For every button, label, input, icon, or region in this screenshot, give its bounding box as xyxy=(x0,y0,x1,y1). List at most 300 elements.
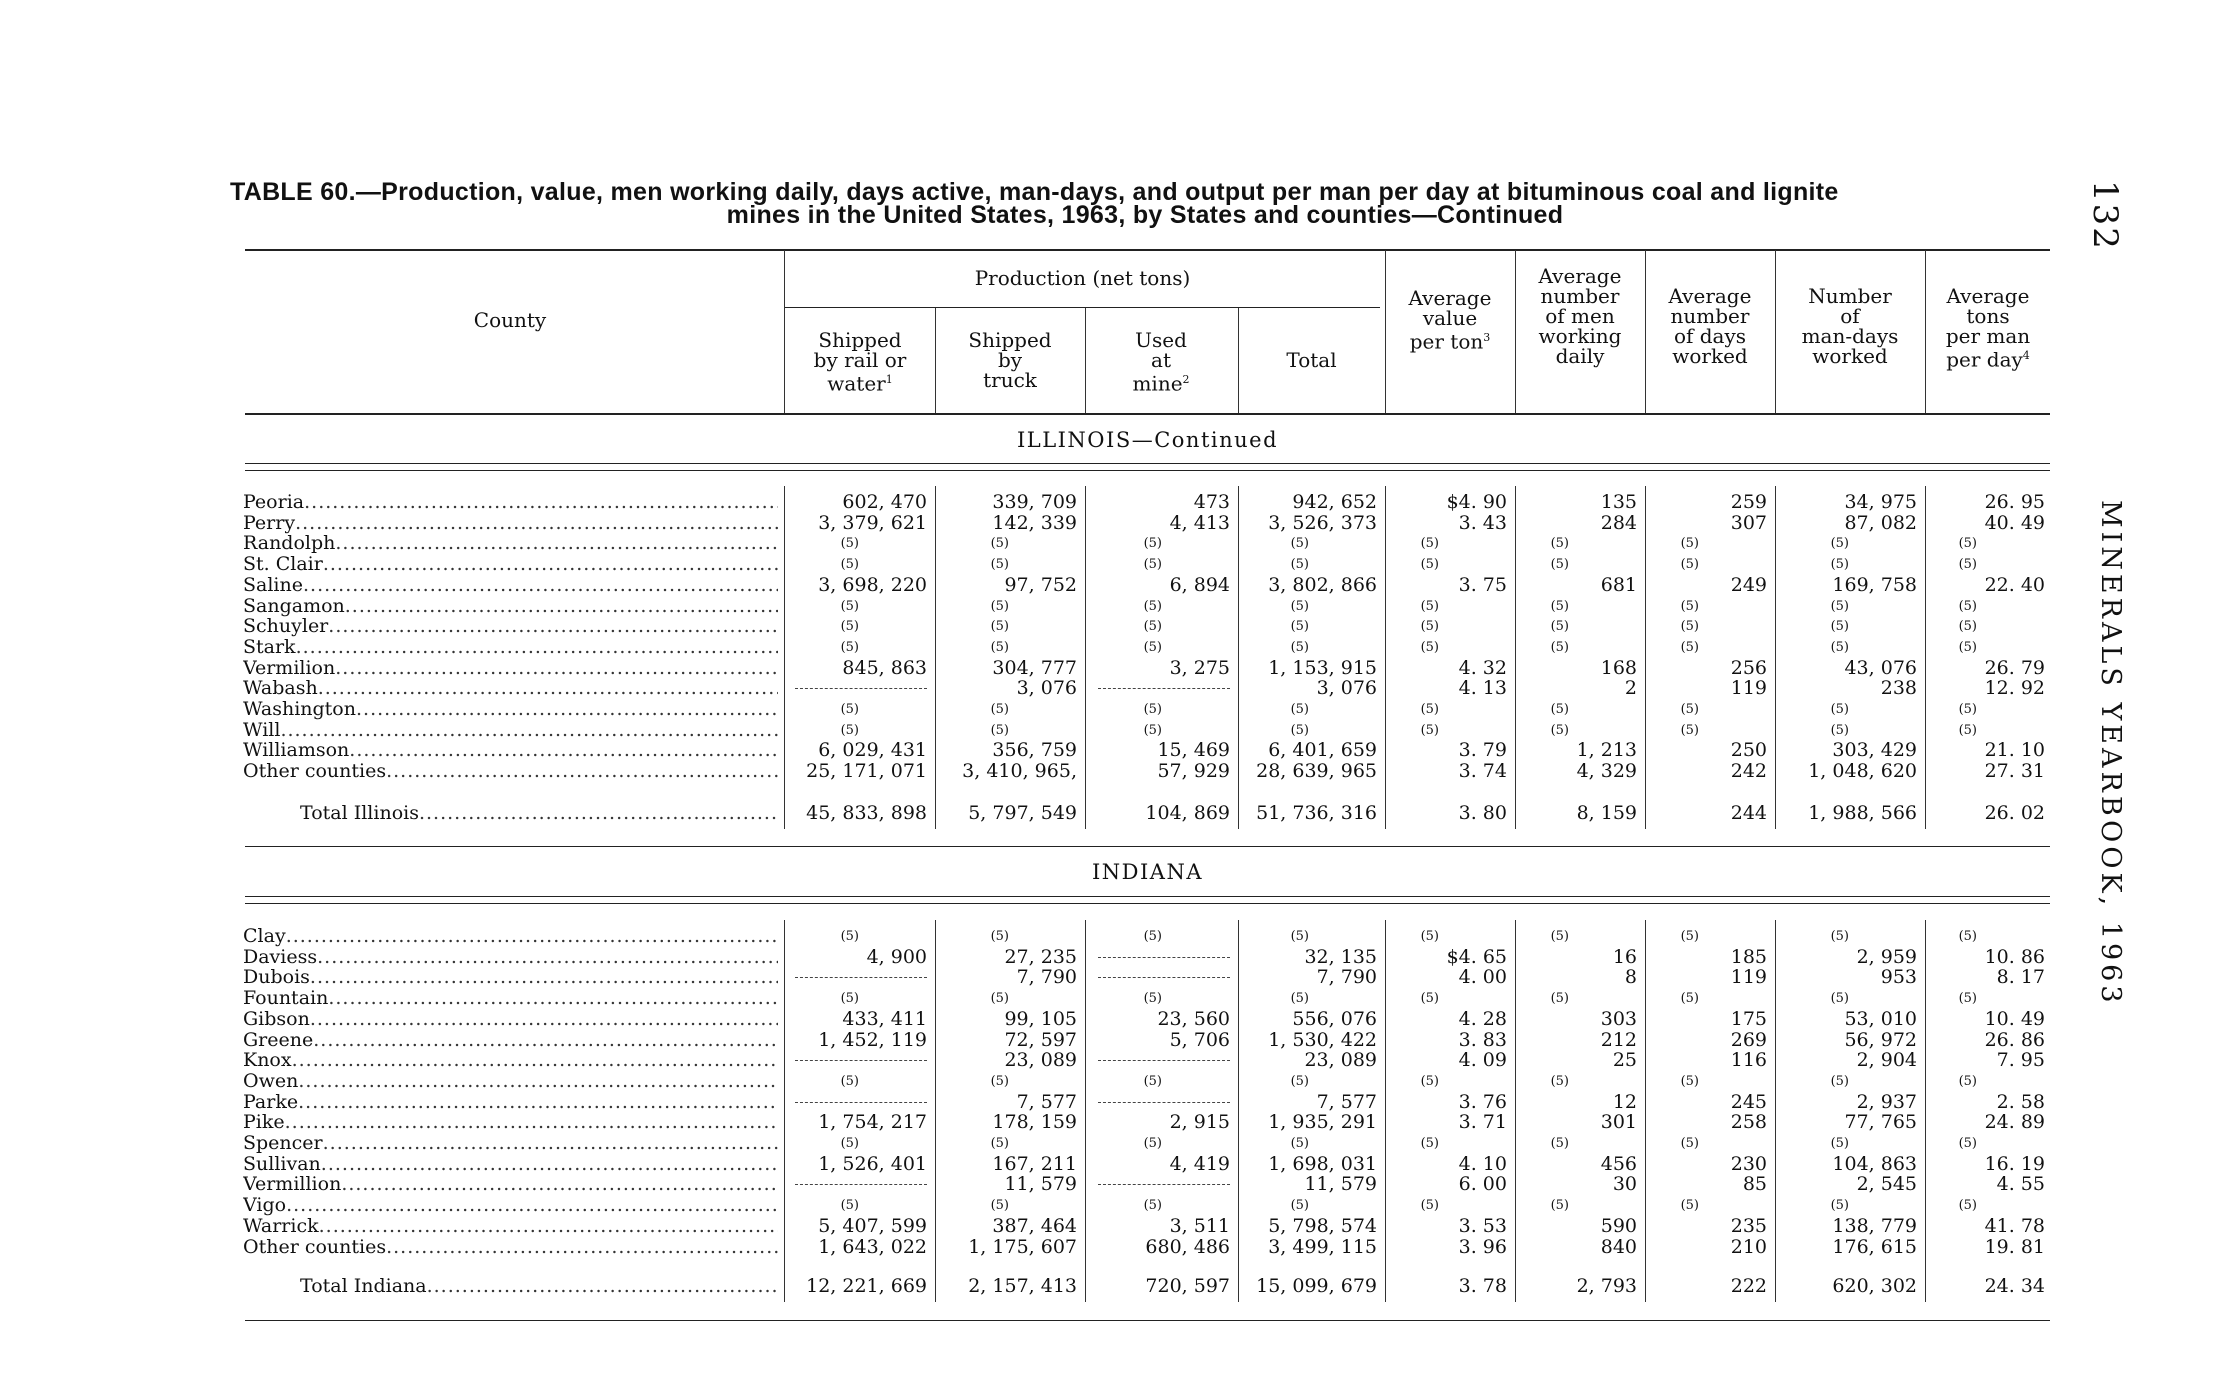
value-cell: (5) xyxy=(1420,598,1439,614)
tons-cell: (5) xyxy=(1958,1073,1977,1089)
total-cell: 11, 579 xyxy=(1304,1173,1377,1196)
tons-cell: (5) xyxy=(1958,1198,1977,1214)
mine-cell: (5) xyxy=(1143,929,1162,944)
county-name: Williamson ..... xyxy=(243,740,778,761)
county-name: Peoria ..... xyxy=(243,492,778,513)
county-name: Saline ..... xyxy=(243,575,778,596)
total-row xyxy=(0,1276,2232,1297)
men-cell: 2, 793 xyxy=(1576,1275,1637,1297)
tons-cell: 24. 34 xyxy=(1984,1275,2045,1297)
mandays-cell: 53, 010 xyxy=(1844,1007,1917,1030)
mine-cell: (5) xyxy=(1143,1136,1162,1151)
section-rule xyxy=(245,896,2050,897)
mandays-cell: 87, 082 xyxy=(1844,511,1917,534)
rail-cell: 45, 833, 898 xyxy=(806,802,927,824)
value-cell: 3. 74 xyxy=(1458,760,1507,783)
value-cell: (5) xyxy=(1420,639,1439,655)
truck-cell: (5) xyxy=(990,722,1009,738)
rail-cell: (5) xyxy=(840,619,859,635)
col-header-mandays: Number of man-days worked xyxy=(1801,284,1899,368)
mandays-cell: 303, 429 xyxy=(1832,739,1917,762)
total-cell: (5) xyxy=(1290,536,1309,552)
truck-cell: 97, 752 xyxy=(1004,573,1077,596)
county-name: Will ..... xyxy=(243,720,778,741)
tons-cell: 27. 31 xyxy=(1984,760,2045,783)
county-name: Vigo ..... xyxy=(243,1195,778,1216)
table-row xyxy=(0,678,2232,699)
days-cell: 175 xyxy=(1730,1007,1767,1030)
county-name: Owen ..... xyxy=(243,1071,778,1092)
men-cell: 590 xyxy=(1600,1214,1637,1237)
county-name: Vermillion ..... xyxy=(243,1174,778,1195)
tons-cell: 24. 89 xyxy=(1984,1111,2045,1134)
days-cell: 222 xyxy=(1730,1275,1767,1297)
days-cell: 258 xyxy=(1730,1111,1767,1134)
county-name: Washington ..... xyxy=(243,699,778,720)
men-cell: (5) xyxy=(1550,598,1569,614)
total-cell: 3, 526, 373 xyxy=(1268,511,1377,534)
tons-cell: 26. 79 xyxy=(1984,656,2045,679)
col-header-value xyxy=(1386,288,1514,352)
rail-cell: (5) xyxy=(840,598,859,614)
empty-cell-leader xyxy=(1098,1092,1230,1103)
men-cell: 16 xyxy=(1612,945,1637,968)
total-cell: (5) xyxy=(1290,991,1309,1007)
men-cell: 681 xyxy=(1600,573,1637,596)
mandays-cell: 2, 937 xyxy=(1856,1090,1917,1113)
value-cell: 4. 13 xyxy=(1458,677,1507,700)
truck-cell: 72, 597 xyxy=(1004,1028,1077,1051)
mine-cell: 4, 419 xyxy=(1169,1152,1230,1175)
mandays-cell: (5) xyxy=(1830,991,1849,1007)
mandays-cell: (5) xyxy=(1830,702,1849,717)
table-row xyxy=(0,947,2232,968)
table-row xyxy=(0,492,2232,513)
truck-cell: 7, 790 xyxy=(1016,966,1077,989)
table-title-line2: mines in the United States, 1963, by States and counties—Continued xyxy=(726,201,1564,229)
rail-cell: 5, 407, 599 xyxy=(818,1214,927,1237)
county-name: St. Clair ..... xyxy=(243,554,778,575)
value-cell: (5) xyxy=(1420,1073,1439,1089)
mandays-cell: 238 xyxy=(1880,677,1917,700)
truck-cell: (5) xyxy=(990,1136,1009,1151)
empty-cell-leader xyxy=(1098,678,1230,689)
mandays-cell: (5) xyxy=(1830,619,1849,635)
mine-cell: 680, 486 xyxy=(1145,1235,1230,1258)
county-name: Spencer ..... xyxy=(243,1133,778,1154)
mine-cell: 104, 869 xyxy=(1145,802,1230,824)
table-row xyxy=(0,699,2232,720)
section-rule xyxy=(245,463,2050,464)
days-cell: 119 xyxy=(1730,966,1767,989)
mine-cell: (5) xyxy=(1143,1198,1162,1214)
mandays-cell: (5) xyxy=(1830,639,1849,655)
total-cell: 1, 935, 291 xyxy=(1268,1111,1377,1134)
value-cell: (5) xyxy=(1420,557,1439,573)
men-cell: (5) xyxy=(1550,1198,1569,1214)
top-rule xyxy=(245,249,2050,251)
rail-cell: (5) xyxy=(840,1198,859,1214)
days-cell: (5) xyxy=(1680,536,1699,552)
county-name: Gibson ..... xyxy=(243,1009,778,1030)
table-row xyxy=(0,1195,2232,1216)
mine-cell: 2, 915 xyxy=(1169,1111,1230,1134)
men-cell: 8, 159 xyxy=(1576,802,1637,824)
total-row xyxy=(0,803,2232,824)
value-cell: 4. 10 xyxy=(1458,1152,1507,1175)
men-cell: 212 xyxy=(1600,1028,1637,1051)
tons-cell: (5) xyxy=(1958,557,1977,573)
days-cell: 185 xyxy=(1730,945,1767,968)
truck-cell: (5) xyxy=(990,991,1009,1007)
days-cell: 119 xyxy=(1730,677,1767,700)
men-cell: 456 xyxy=(1600,1152,1637,1175)
mine-cell: 720, 597 xyxy=(1145,1275,1230,1297)
mine-cell: (5) xyxy=(1143,722,1162,738)
table-row xyxy=(0,988,2232,1009)
men-cell: 30 xyxy=(1612,1173,1637,1196)
mine-cell: (5) xyxy=(1143,536,1162,552)
tons-cell: 40. 49 xyxy=(1984,511,2045,534)
days-cell: 210 xyxy=(1730,1235,1767,1258)
men-cell: (5) xyxy=(1550,557,1569,573)
days-cell: (5) xyxy=(1680,598,1699,614)
value-cell: 3. 83 xyxy=(1458,1028,1507,1051)
mandays-cell: 1, 048, 620 xyxy=(1808,760,1917,783)
mandays-cell: (5) xyxy=(1830,598,1849,614)
col-header-mine-text: Used at mine xyxy=(1132,328,1187,396)
footnote-marker: 4 xyxy=(2022,349,2030,362)
truck-cell: (5) xyxy=(990,1073,1009,1089)
truck-cell: 5, 797, 549 xyxy=(968,802,1077,824)
mandays-cell: 104, 863 xyxy=(1832,1152,1917,1175)
mandays-cell: 169, 758 xyxy=(1832,573,1917,596)
total-cell: (5) xyxy=(1290,557,1309,573)
county-name: Sangamon ..... xyxy=(243,596,778,617)
empty-cell-leader xyxy=(795,967,927,978)
mandays-cell: 2, 904 xyxy=(1856,1049,1917,1072)
mandays-cell: (5) xyxy=(1830,722,1849,738)
men-cell: (5) xyxy=(1550,639,1569,655)
total-cell: (5) xyxy=(1290,1073,1309,1089)
table-row xyxy=(0,1071,2232,1092)
table-row xyxy=(0,1092,2232,1113)
total-cell: 556, 076 xyxy=(1292,1007,1377,1030)
county-name: Vermilion ..... xyxy=(243,658,778,679)
truck-cell: 339, 709 xyxy=(992,491,1077,513)
col-header-days: Average number of days worked xyxy=(1668,284,1752,368)
mandays-cell: 620, 302 xyxy=(1832,1275,1917,1297)
tons-cell: (5) xyxy=(1958,598,1977,614)
footnote-marker: 3 xyxy=(1483,331,1491,344)
county-name: Total Indiana ..... xyxy=(300,1276,778,1297)
section-title-indiana: INDIANA xyxy=(1091,860,1203,884)
rail-cell: 845, 863 xyxy=(842,656,927,679)
rail-cell: (5) xyxy=(840,722,859,738)
truck-cell: 178, 159 xyxy=(992,1111,1077,1134)
county-name: Other counties ..... xyxy=(243,761,778,782)
tons-cell: (5) xyxy=(1958,639,1977,655)
mine-cell: 23, 560 xyxy=(1157,1007,1230,1030)
tons-cell: 26. 95 xyxy=(1984,491,2045,513)
value-cell: (5) xyxy=(1420,619,1439,635)
col-header-mine xyxy=(1086,330,1236,394)
truck-cell: 99, 105 xyxy=(1004,1007,1077,1030)
col-header-tons-text: Average tons per man per day xyxy=(1945,284,2031,372)
tons-cell: 41. 78 xyxy=(1984,1214,2045,1237)
table-row xyxy=(0,1050,2232,1071)
days-cell: 259 xyxy=(1730,491,1767,513)
value-cell: (5) xyxy=(1420,991,1439,1007)
tons-cell: (5) xyxy=(1958,702,1977,717)
county-name: Randolph ..... xyxy=(243,533,778,554)
mine-cell: 15, 469 xyxy=(1157,739,1230,762)
empty-cell-leader xyxy=(795,1174,927,1185)
table-row xyxy=(0,1216,2232,1237)
table-row xyxy=(0,616,2232,637)
col-header-tons xyxy=(1926,286,2050,370)
truck-cell: 356, 759 xyxy=(992,739,1077,762)
value-cell: 3. 43 xyxy=(1458,511,1507,534)
value-cell: 6. 00 xyxy=(1458,1173,1507,1196)
total-cell: 7, 790 xyxy=(1316,966,1377,989)
truck-cell: 1, 175, 607 xyxy=(968,1235,1077,1258)
men-cell: 1, 213 xyxy=(1576,739,1637,762)
men-cell: 840 xyxy=(1600,1235,1637,1258)
days-cell: (5) xyxy=(1680,1136,1699,1151)
rail-cell: 1, 754, 217 xyxy=(818,1111,927,1134)
table-row xyxy=(0,554,2232,575)
days-cell: (5) xyxy=(1680,639,1699,655)
mine-cell: 6, 894 xyxy=(1169,573,1230,596)
table-row xyxy=(0,575,2232,596)
empty-cell-leader xyxy=(795,1050,927,1061)
men-cell: 135 xyxy=(1600,491,1637,513)
truck-cell: 387, 464 xyxy=(992,1214,1077,1237)
table-row xyxy=(0,1154,2232,1175)
value-cell: 3. 75 xyxy=(1458,573,1507,596)
mine-cell: 4, 413 xyxy=(1169,511,1230,534)
rail-cell: 602, 470 xyxy=(842,491,927,513)
truck-cell: 304, 777 xyxy=(992,656,1077,679)
table-row xyxy=(0,1112,2232,1133)
total-cell: 23, 089 xyxy=(1304,1049,1377,1072)
empty-cell-leader xyxy=(1098,967,1230,978)
county-name: Parke ..... xyxy=(243,1092,778,1113)
rail-cell: 1, 452, 119 xyxy=(818,1028,927,1051)
mandays-cell: 953 xyxy=(1880,966,1917,989)
mine-cell: (5) xyxy=(1143,557,1162,573)
total-cell: 1, 153, 915 xyxy=(1268,656,1377,679)
total-cell: (5) xyxy=(1290,929,1309,944)
rail-cell: 1, 643, 022 xyxy=(818,1235,927,1258)
days-cell: (5) xyxy=(1680,1198,1699,1214)
tons-cell: 4. 55 xyxy=(1996,1173,2045,1196)
men-cell: (5) xyxy=(1550,619,1569,635)
county-name: Stark ..... xyxy=(243,637,778,658)
mandays-cell: (5) xyxy=(1830,1136,1849,1151)
rail-cell: 4, 900 xyxy=(866,945,927,968)
rail-cell: (5) xyxy=(840,929,859,944)
tons-cell: (5) xyxy=(1958,1136,1977,1151)
value-cell: 3. 78 xyxy=(1458,1275,1507,1297)
tons-cell: 16. 19 xyxy=(1984,1152,2045,1175)
table-row xyxy=(0,658,2232,679)
mandays-cell: 43, 076 xyxy=(1844,656,1917,679)
table-row xyxy=(0,926,2232,947)
days-cell: 250 xyxy=(1730,739,1767,762)
table-row xyxy=(0,533,2232,554)
county-name: Other counties ..... xyxy=(243,1237,778,1258)
total-cell: 3, 499, 115 xyxy=(1268,1235,1377,1258)
county-name: Greene ..... xyxy=(243,1030,778,1051)
men-cell: (5) xyxy=(1550,1073,1569,1089)
footnote-marker: 1 xyxy=(885,373,893,386)
col-header-total: Total xyxy=(1286,348,1337,372)
truck-cell: (5) xyxy=(990,639,1009,655)
men-cell: (5) xyxy=(1550,722,1569,738)
men-cell: 284 xyxy=(1600,511,1637,534)
value-cell: (5) xyxy=(1420,1136,1439,1151)
tons-cell: 26. 86 xyxy=(1984,1028,2045,1051)
days-cell: 245 xyxy=(1730,1090,1767,1113)
value-cell: 4. 32 xyxy=(1458,656,1507,679)
total-cell: 32, 135 xyxy=(1304,945,1377,968)
total-cell: 1, 530, 422 xyxy=(1268,1028,1377,1051)
mine-cell: 5, 706 xyxy=(1169,1028,1230,1051)
mandays-cell: 138, 779 xyxy=(1832,1214,1917,1237)
table-title-line1: TABLE 60.—Production, value, men working daily, days active, man-days, and output per man per day at bituminous coal and lignite xyxy=(230,178,1839,206)
rail-cell: (5) xyxy=(840,1073,859,1089)
header-bottom-rule xyxy=(245,413,2050,415)
value-cell: $4. 90 xyxy=(1446,491,1507,513)
value-cell: (5) xyxy=(1420,1198,1439,1214)
empty-cell-leader xyxy=(795,678,927,689)
table-row xyxy=(0,513,2232,534)
days-cell: 249 xyxy=(1730,573,1767,596)
men-cell: (5) xyxy=(1550,536,1569,552)
mandays-cell: 1, 988, 566 xyxy=(1808,802,1917,824)
rail-cell: 12, 221, 669 xyxy=(806,1275,927,1297)
rail-cell: (5) xyxy=(840,1136,859,1151)
mine-cell: (5) xyxy=(1143,702,1162,717)
mine-cell: 473 xyxy=(1193,491,1230,513)
truck-cell: 167, 211 xyxy=(992,1152,1077,1175)
men-cell: 168 xyxy=(1600,656,1637,679)
men-cell: (5) xyxy=(1550,1136,1569,1151)
truck-cell: 2, 157, 413 xyxy=(968,1275,1077,1297)
table-row xyxy=(0,637,2232,658)
truck-cell: 7, 577 xyxy=(1016,1090,1077,1113)
mandays-cell: (5) xyxy=(1830,1198,1849,1214)
total-cell: (5) xyxy=(1290,639,1309,655)
mandays-cell: (5) xyxy=(1830,557,1849,573)
section-rule xyxy=(245,903,2050,904)
days-cell: 242 xyxy=(1730,760,1767,783)
days-cell: 235 xyxy=(1730,1214,1767,1237)
truck-cell: 3, 076 xyxy=(1016,677,1077,700)
value-cell: (5) xyxy=(1420,929,1439,944)
tons-cell: 12. 92 xyxy=(1984,677,2045,700)
mandays-cell: (5) xyxy=(1830,536,1849,552)
total-cell: 942, 652 xyxy=(1292,491,1377,513)
men-cell: 12 xyxy=(1612,1090,1637,1113)
county-name: Fountain ..... xyxy=(243,988,778,1009)
table-row xyxy=(0,720,2232,741)
men-cell: 8 xyxy=(1624,966,1637,989)
truck-cell: 27, 235 xyxy=(1004,945,1077,968)
value-cell: (5) xyxy=(1420,702,1439,717)
men-cell: 2 xyxy=(1624,677,1637,700)
total-cell: (5) xyxy=(1290,702,1309,717)
empty-cell-leader xyxy=(1098,1050,1230,1061)
value-cell: 4. 00 xyxy=(1458,966,1507,989)
mine-cell: (5) xyxy=(1143,1073,1162,1089)
tons-cell: (5) xyxy=(1958,536,1977,552)
truck-cell: (5) xyxy=(990,929,1009,944)
table-bottom-rule xyxy=(245,1320,2050,1321)
rail-cell: 25, 171, 071 xyxy=(806,760,927,783)
truck-cell: (5) xyxy=(990,598,1009,614)
page-number: 132 xyxy=(2085,180,2125,251)
value-cell: 3. 53 xyxy=(1458,1214,1507,1237)
tons-cell: 8. 17 xyxy=(1996,966,2045,989)
mandays-cell: 77, 765 xyxy=(1844,1111,1917,1134)
men-cell: (5) xyxy=(1550,991,1569,1007)
mandays-cell: 56, 972 xyxy=(1844,1028,1917,1051)
mine-cell: 3, 275 xyxy=(1169,656,1230,679)
section-end-rule xyxy=(245,846,2050,847)
county-name: Sullivan ..... xyxy=(243,1154,778,1175)
county-name: Pike ..... xyxy=(243,1112,778,1133)
mine-cell: (5) xyxy=(1143,639,1162,655)
truck-cell: 3, 410, 965, xyxy=(962,760,1077,783)
total-cell: (5) xyxy=(1290,619,1309,635)
days-cell: 230 xyxy=(1730,1152,1767,1175)
total-cell: 28, 639, 965 xyxy=(1256,760,1377,783)
value-cell: 3. 80 xyxy=(1458,802,1507,824)
col-header-truck: Shipped by truck xyxy=(968,328,1052,392)
col-header-rail-text: Shipped by rail or water xyxy=(813,328,907,396)
mandays-cell: 34, 975 xyxy=(1844,491,1917,513)
mine-cell: 3, 511 xyxy=(1169,1214,1230,1237)
table-row xyxy=(0,740,2232,761)
county-name: Schuyler ..... xyxy=(243,616,778,637)
county-name: Wabash ..... xyxy=(243,678,778,699)
value-cell: (5) xyxy=(1420,722,1439,738)
tons-cell: 26. 02 xyxy=(1984,802,2045,824)
section-title-illinois: ILLINOIS—Continued xyxy=(1016,428,1279,452)
county-name: Total Illinois ..... xyxy=(300,803,778,824)
days-cell: (5) xyxy=(1680,557,1699,573)
mine-cell: 57, 929 xyxy=(1157,760,1230,783)
truck-cell: 23, 089 xyxy=(1004,1049,1077,1072)
truck-cell: (5) xyxy=(990,702,1009,717)
mine-cell: (5) xyxy=(1143,598,1162,614)
rail-cell: 3, 698, 220 xyxy=(818,573,927,596)
production-group-rule xyxy=(785,307,1380,308)
rail-cell: 6, 029, 431 xyxy=(818,739,927,762)
rail-cell: 3, 379, 621 xyxy=(818,511,927,534)
truck-cell: (5) xyxy=(990,557,1009,573)
county-name: Daviess ..... xyxy=(243,947,778,968)
section-rule xyxy=(245,470,2050,471)
value-cell: 4. 28 xyxy=(1458,1007,1507,1030)
days-cell: (5) xyxy=(1680,702,1699,717)
tons-cell: (5) xyxy=(1958,722,1977,738)
total-cell: 7, 577 xyxy=(1316,1090,1377,1113)
table-row xyxy=(0,761,2232,782)
